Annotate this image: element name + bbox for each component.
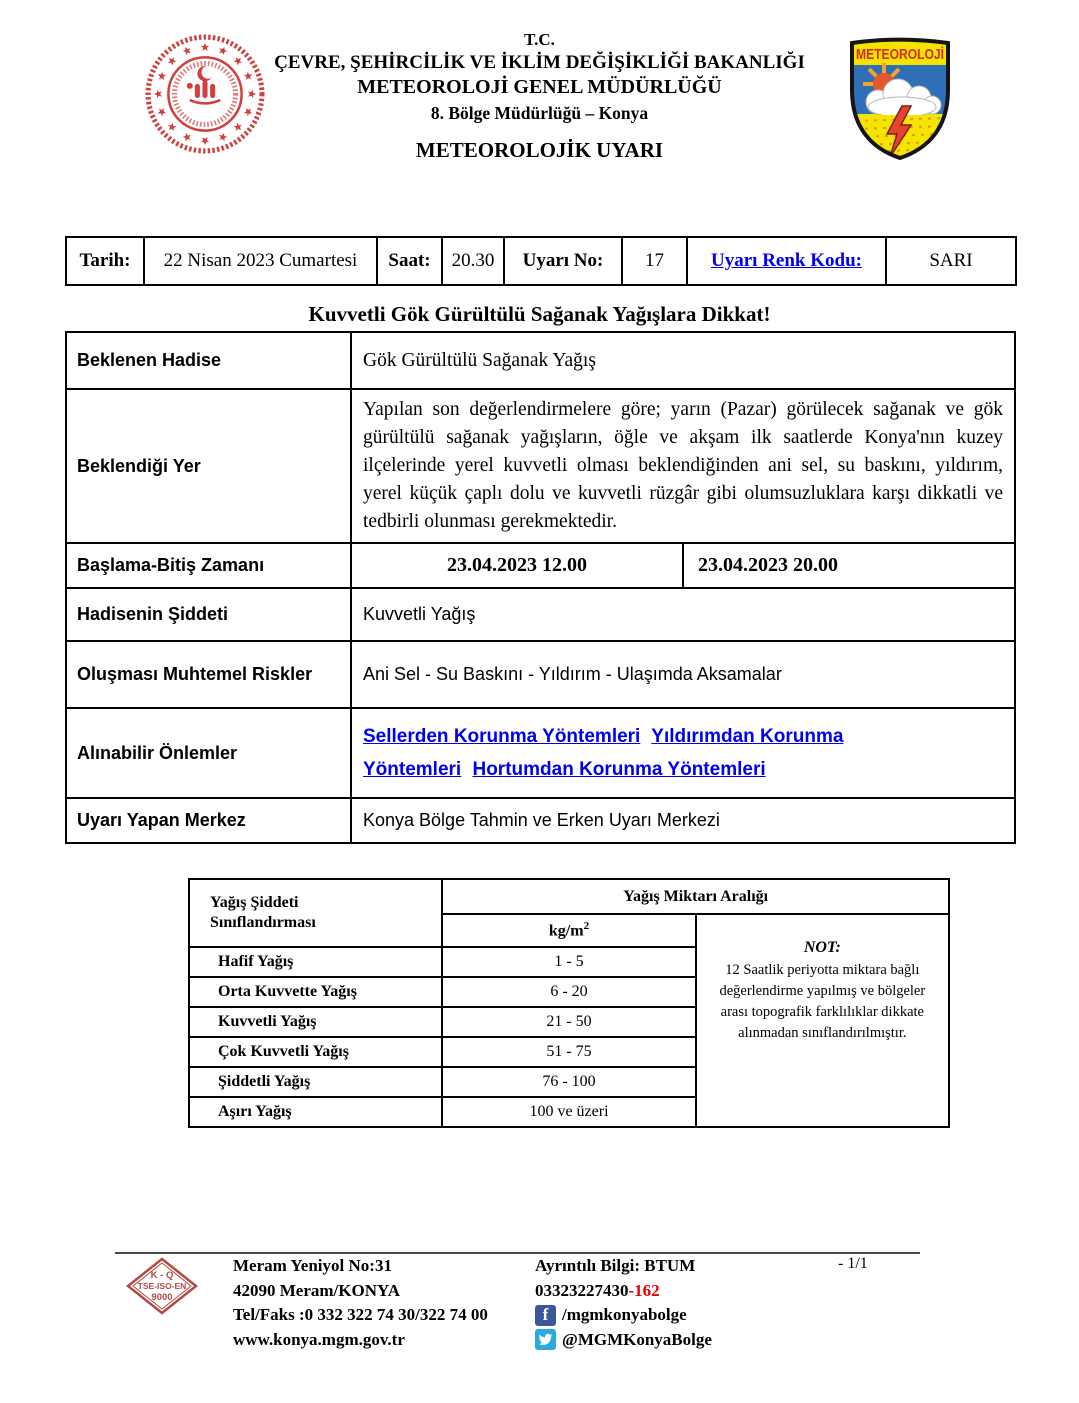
info-row <box>66 237 1016 285</box>
twitter-handle[interactable]: @MGMKonyaBolge <box>562 1329 712 1349</box>
rain-class-header: Yağış Şiddeti Sınıflandırması <box>189 879 442 947</box>
riskler-label: Oluşması Muhtemel Riskler <box>66 641 351 708</box>
merkez-label: Uyarı Yapan Merkez <box>66 798 351 843</box>
saat-label: Saat: <box>377 237 442 285</box>
table-row <box>66 389 1015 543</box>
header-region: 8. Bölge Müdürlüğü – Konya <box>430 103 649 123</box>
table-row <box>66 641 1015 708</box>
document-title: METEOROLOJİK UYARI <box>415 138 664 162</box>
shield-logo-text: METEOROLOJİ <box>856 46 944 63</box>
page-number: - 1/1 <box>838 1255 868 1272</box>
uyari-no-value: 17 <box>622 237 687 285</box>
renk-kodu-value: SARI <box>886 237 1016 285</box>
address-line: Tel/Faks :0 332 322 74 30/322 74 00 <box>233 1305 488 1324</box>
merkez-value: Konya Bölge Tahmin ve Erken Uyarı Merkezi <box>351 798 1015 843</box>
riskler-value: Ani Sel - Su Baskını - Yıldırım - Ulaşımda Aksamalar <box>351 641 1015 708</box>
bitis-value: 23.04.2023 20.00 <box>683 543 1015 588</box>
rainfall-row: Çok Kuvvetli Yağış 51 - 75 <box>189 1037 949 1067</box>
hadisenin-siddeti-label: Hadisenin Şiddeti <box>66 588 351 641</box>
rainfall-row: Aşırı Yağış 100 ve üzeri <box>189 1097 949 1127</box>
header-directorate: METEOROLOJİ GENEL MÜDÜRLÜĞÜ <box>357 76 722 98</box>
uyari-no-label: Uyarı No: <box>504 237 622 285</box>
warning-detail-table <box>65 331 1016 844</box>
footer-address <box>233 1254 488 1352</box>
svg-text:TSE-ISO-EN: TSE-ISO-EN <box>137 1281 187 1291</box>
svg-text:9000: 9000 <box>151 1292 173 1303</box>
meteoroloji-shield-icon <box>843 36 957 167</box>
twitter-icon <box>535 1329 556 1350</box>
facebook-handle[interactable]: /mgmkonyabolge <box>562 1305 687 1324</box>
tse-iso-logo-icon <box>126 1257 198 1320</box>
table-row <box>66 798 1015 843</box>
rain-unit-header: $kg/m^2$ <box>442 914 695 947</box>
saat-value: 20.30 <box>442 237 504 285</box>
hadisenin-siddeti-value: Kuvvetli Yağış <box>351 588 1015 641</box>
baslama-value: 23.04.2023 12.00 <box>351 543 683 588</box>
rainfall-classification-table <box>188 878 950 1128</box>
onlemler-links-cell <box>351 708 1015 798</box>
hortum-korunma-link[interactable]: Hortumdan Korunma Yöntemleri <box>472 759 766 780</box>
address-line: Meram Yeniyol No:31 <box>233 1256 392 1275</box>
footer-contact <box>535 1254 712 1352</box>
seller-korunma-link[interactable]: Sellerden Korunma Yöntemleri <box>363 726 641 747</box>
table-row <box>189 879 949 914</box>
rainfall-row: Orta Kuvvette Yağış 6 - 20 <box>189 977 949 1007</box>
phone-number: 03323227430-162 <box>535 1280 660 1300</box>
note-title: NOT: <box>803 939 841 956</box>
header-ministry: ÇEVRE, ŞEHİRCİLİK VE İKLİM DEĞİŞİKLİĞİ BAKANLIĞI <box>274 52 805 73</box>
tarih-label: Tarih: <box>66 237 144 285</box>
rain-range-header: Yağış Miktarı Aralığı <box>442 879 949 914</box>
renk-kodu-link[interactable]: Uyarı Renk Kodu: <box>711 250 862 271</box>
info-contact-label: Ayrıntılı Bilgi: BTUM <box>535 1256 696 1275</box>
phone-extension: -162 <box>628 1280 660 1300</box>
address-line: 42090 Meram/KONYA <box>233 1280 400 1300</box>
onlemler-label: Alınabilir Önlemler <box>66 708 351 798</box>
table-row <box>66 708 1015 798</box>
beklenen-hadise-label: Beklenen Hadise <box>66 332 351 389</box>
beklenen-hadise-value: Gök Gürültülü Sağanak Yağış <box>351 332 1015 389</box>
table-row <box>66 588 1015 641</box>
facebook-row <box>535 1303 712 1328</box>
header-tc: T.C. <box>524 30 555 49</box>
beklendigi-yer-label: Beklendiği Yer <box>66 389 351 543</box>
yildirim-korunma-link[interactable]: Yıldırımdan Korunma Yöntemleri <box>363 726 844 780</box>
baslama-bitis-label: Başlama-Bitiş Zamanı <box>66 543 351 588</box>
renk-kodu-cell <box>687 237 886 285</box>
warning-info-table <box>65 236 1017 286</box>
svg-text:K - Q: K - Q <box>150 1270 174 1281</box>
twitter-row <box>535 1328 712 1353</box>
warning-headline: Kuvvetli Gök Gürültülü Sağanak Yağışlara Dikkat! <box>308 302 771 326</box>
beklendigi-yer-value: Yapılan son değerlendirmelere göre; yarın (Pazar) görülecek sağanak ve gök gürültülü sağanak yağışların, öğle ve akşam ilk saatlerde Konya'nın kuzey ilçelerinde yerel kuvvetli olması beklendiğinden ani sel, su baskını, yıldırım, yerel küçük çaplı dolu ve kuvvetli rüzgâr gibi olumsuzluklara karşı dikkatli ve tedbirli olunması gerekmektedir. <box>351 389 1015 543</box>
note-text: 12 Saatlik periyotta miktara bağlı değerlendirme yapılmış ve bölgeler arası topografik farklılıklar dikkate alınmadan sınıflandırılmıştır. <box>719 962 926 1041</box>
website-url[interactable]: www.konya.mgm.gov.tr <box>233 1329 405 1349</box>
table-row <box>66 543 1015 588</box>
table-row <box>66 332 1015 389</box>
facebook-icon: f <box>535 1305 556 1326</box>
tarih-value: 22 Nisan 2023 Cumartesi <box>144 237 377 285</box>
rainfall-row: Şiddetli Yağış 76 - 100 <box>189 1067 949 1097</box>
rainfall-row: Kuvvetli Yağış 21 - 50 <box>189 1007 949 1037</box>
rainfall-row: Hafif Yağış 1 - 5 <box>189 947 949 977</box>
rain-note-cell <box>696 914 949 1127</box>
